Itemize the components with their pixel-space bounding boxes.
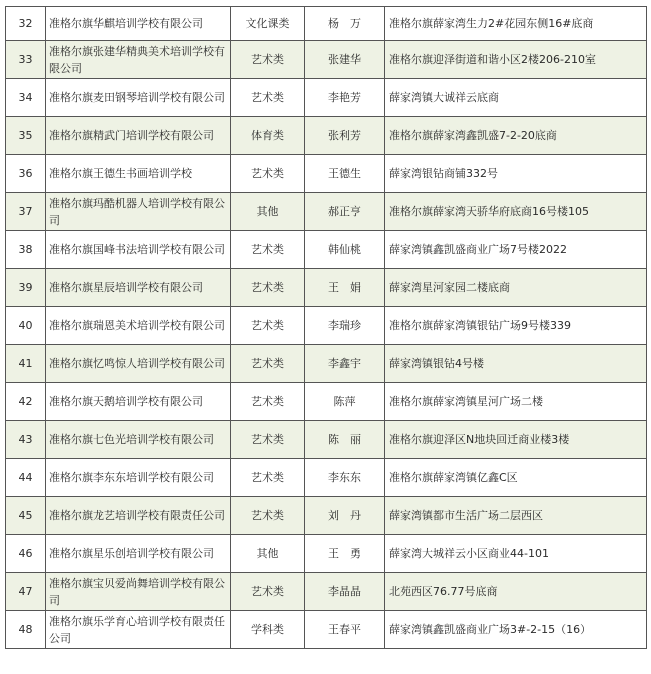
table-row <box>6 79 647 117</box>
address-cell: 准格尔旗薛家湾镇亿鑫C区 <box>385 459 647 497</box>
legal-person-cell: 王春平 <box>305 611 385 649</box>
school-name-cell: 准格尔旗星乐创培训学校有限公司 <box>46 535 231 573</box>
legal-person-cell: 张利芳 <box>305 117 385 155</box>
category-cell: 艺术类 <box>231 231 305 269</box>
legal-person-cell: 王 勇 <box>305 535 385 573</box>
table-row <box>6 231 647 269</box>
table-row <box>6 41 647 79</box>
row-number-cell: 45 <box>6 497 46 535</box>
school-name-cell: 准格尔旗龙艺培训学校有限责任公司 <box>46 497 231 535</box>
row-number-cell: 37 <box>6 193 46 231</box>
address-cell: 薛家湾镇大诚祥云底商 <box>385 79 647 117</box>
school-name-cell: 准格尔旗张建华精典美术培训学校有限公司 <box>46 41 231 79</box>
address-cell: 准格尔旗薛家湾鑫凯盛7-2-20底商 <box>385 117 647 155</box>
school-name-cell: 准格尔旗国峰书法培训学校有限公司 <box>46 231 231 269</box>
table-row <box>6 535 647 573</box>
school-name-cell: 准格尔旗李东东培训学校有限公司 <box>46 459 231 497</box>
school-name-cell: 准格尔旗天鹅培训学校有限公司 <box>46 383 231 421</box>
school-name-cell: 准格尔旗王德生书画培训学校 <box>46 155 231 193</box>
legal-person-cell: 王德生 <box>305 155 385 193</box>
category-cell: 艺术类 <box>231 41 305 79</box>
row-number-cell: 48 <box>6 611 46 649</box>
row-number-cell: 42 <box>6 383 46 421</box>
table-body <box>6 7 647 649</box>
table-row <box>6 307 647 345</box>
legal-person-cell: 张建华 <box>305 41 385 79</box>
address-cell: 薛家湾镇银钻4号楼 <box>385 345 647 383</box>
row-number-cell: 36 <box>6 155 46 193</box>
category-cell: 艺术类 <box>231 269 305 307</box>
row-number-cell: 39 <box>6 269 46 307</box>
category-cell: 艺术类 <box>231 573 305 611</box>
address-cell: 薛家湾银钻商铺332号 <box>385 155 647 193</box>
table-row <box>6 573 647 611</box>
row-number-cell: 34 <box>6 79 46 117</box>
category-cell: 艺术类 <box>231 307 305 345</box>
school-name-cell: 准格尔旗麦田钢琴培训学校有限公司 <box>46 79 231 117</box>
table-row <box>6 155 647 193</box>
address-cell: 薛家湾大城祥云小区商业44-101 <box>385 535 647 573</box>
legal-person-cell: 李鑫宇 <box>305 345 385 383</box>
table-row <box>6 193 647 231</box>
legal-person-cell: 李艳芳 <box>305 79 385 117</box>
school-list-table <box>5 6 647 649</box>
legal-person-cell: 杨 万 <box>305 7 385 41</box>
category-cell: 艺术类 <box>231 459 305 497</box>
legal-person-cell: 刘 丹 <box>305 497 385 535</box>
table-row <box>6 421 647 459</box>
row-number-cell: 46 <box>6 535 46 573</box>
training-school-table-sheet <box>5 6 646 649</box>
table-row <box>6 383 647 421</box>
row-number-cell: 32 <box>6 7 46 41</box>
category-cell: 艺术类 <box>231 383 305 421</box>
address-cell: 准格尔旗迎泽区N地块回迁商业楼3楼 <box>385 421 647 459</box>
legal-person-cell: 李瑞珍 <box>305 307 385 345</box>
school-name-cell: 准格尔旗乐学育心培训学校有限责任公司 <box>46 611 231 649</box>
table-row <box>6 459 647 497</box>
category-cell: 其他 <box>231 535 305 573</box>
legal-person-cell: 郝正亨 <box>305 193 385 231</box>
address-cell: 准格尔旗薛家湾天骄华府底商16号楼105 <box>385 193 647 231</box>
school-name-cell: 准格尔旗宝贝爱尚舞培训学校有限公司 <box>46 573 231 611</box>
table-row <box>6 269 647 307</box>
legal-person-cell: 陈 丽 <box>305 421 385 459</box>
address-cell: 薛家湾镇鑫凯盛商业广场3#-2-15（16） <box>385 611 647 649</box>
address-cell: 准格尔旗薛家湾生力2#花园东侧16#底商 <box>385 7 647 41</box>
row-number-cell: 44 <box>6 459 46 497</box>
school-name-cell: 准格尔旗玛酷机器人培训学校有限公司 <box>46 193 231 231</box>
table-row <box>6 345 647 383</box>
table-row <box>6 117 647 155</box>
category-cell: 艺术类 <box>231 421 305 459</box>
row-number-cell: 43 <box>6 421 46 459</box>
address-cell: 准格尔旗薛家湾镇星河广场二楼 <box>385 383 647 421</box>
category-cell: 文化课类 <box>231 7 305 41</box>
row-number-cell: 47 <box>6 573 46 611</box>
row-number-cell: 35 <box>6 117 46 155</box>
school-name-cell: 准格尔旗星辰培训学校有限公司 <box>46 269 231 307</box>
category-cell: 艺术类 <box>231 497 305 535</box>
row-number-cell: 40 <box>6 307 46 345</box>
row-number-cell: 33 <box>6 41 46 79</box>
table-row <box>6 497 647 535</box>
category-cell: 艺术类 <box>231 345 305 383</box>
address-cell: 薛家湾星河家园二楼底商 <box>385 269 647 307</box>
school-name-cell: 准格尔旗华麒培训学校有限公司 <box>46 7 231 41</box>
category-cell: 体育类 <box>231 117 305 155</box>
school-name-cell: 准格尔旗瑞恩美术培训学校有限公司 <box>46 307 231 345</box>
address-cell: 北苑西区76.77号底商 <box>385 573 647 611</box>
category-cell: 艺术类 <box>231 155 305 193</box>
school-name-cell: 准格尔旗精武门培训学校有限公司 <box>46 117 231 155</box>
legal-person-cell: 王 娟 <box>305 269 385 307</box>
address-cell: 准格尔旗薛家湾镇银钻广场9号楼339 <box>385 307 647 345</box>
table-row <box>6 611 647 649</box>
school-name-cell: 准格尔旗七色光培训学校有限公司 <box>46 421 231 459</box>
legal-person-cell: 李晶晶 <box>305 573 385 611</box>
row-number-cell: 41 <box>6 345 46 383</box>
category-cell: 艺术类 <box>231 79 305 117</box>
row-number-cell: 38 <box>6 231 46 269</box>
category-cell: 学科类 <box>231 611 305 649</box>
legal-person-cell: 陈萍 <box>305 383 385 421</box>
address-cell: 薛家湾镇都市生活广场二层西区 <box>385 497 647 535</box>
legal-person-cell: 韩仙桃 <box>305 231 385 269</box>
school-name-cell: 准格尔旗忆鸣惊人培训学校有限公司 <box>46 345 231 383</box>
category-cell: 其他 <box>231 193 305 231</box>
table-row <box>6 7 647 41</box>
address-cell: 薛家湾镇鑫凯盛商业广场7号楼2022 <box>385 231 647 269</box>
legal-person-cell: 李东东 <box>305 459 385 497</box>
address-cell: 准格尔旗迎泽街道和谐小区2楼206-210室 <box>385 41 647 79</box>
